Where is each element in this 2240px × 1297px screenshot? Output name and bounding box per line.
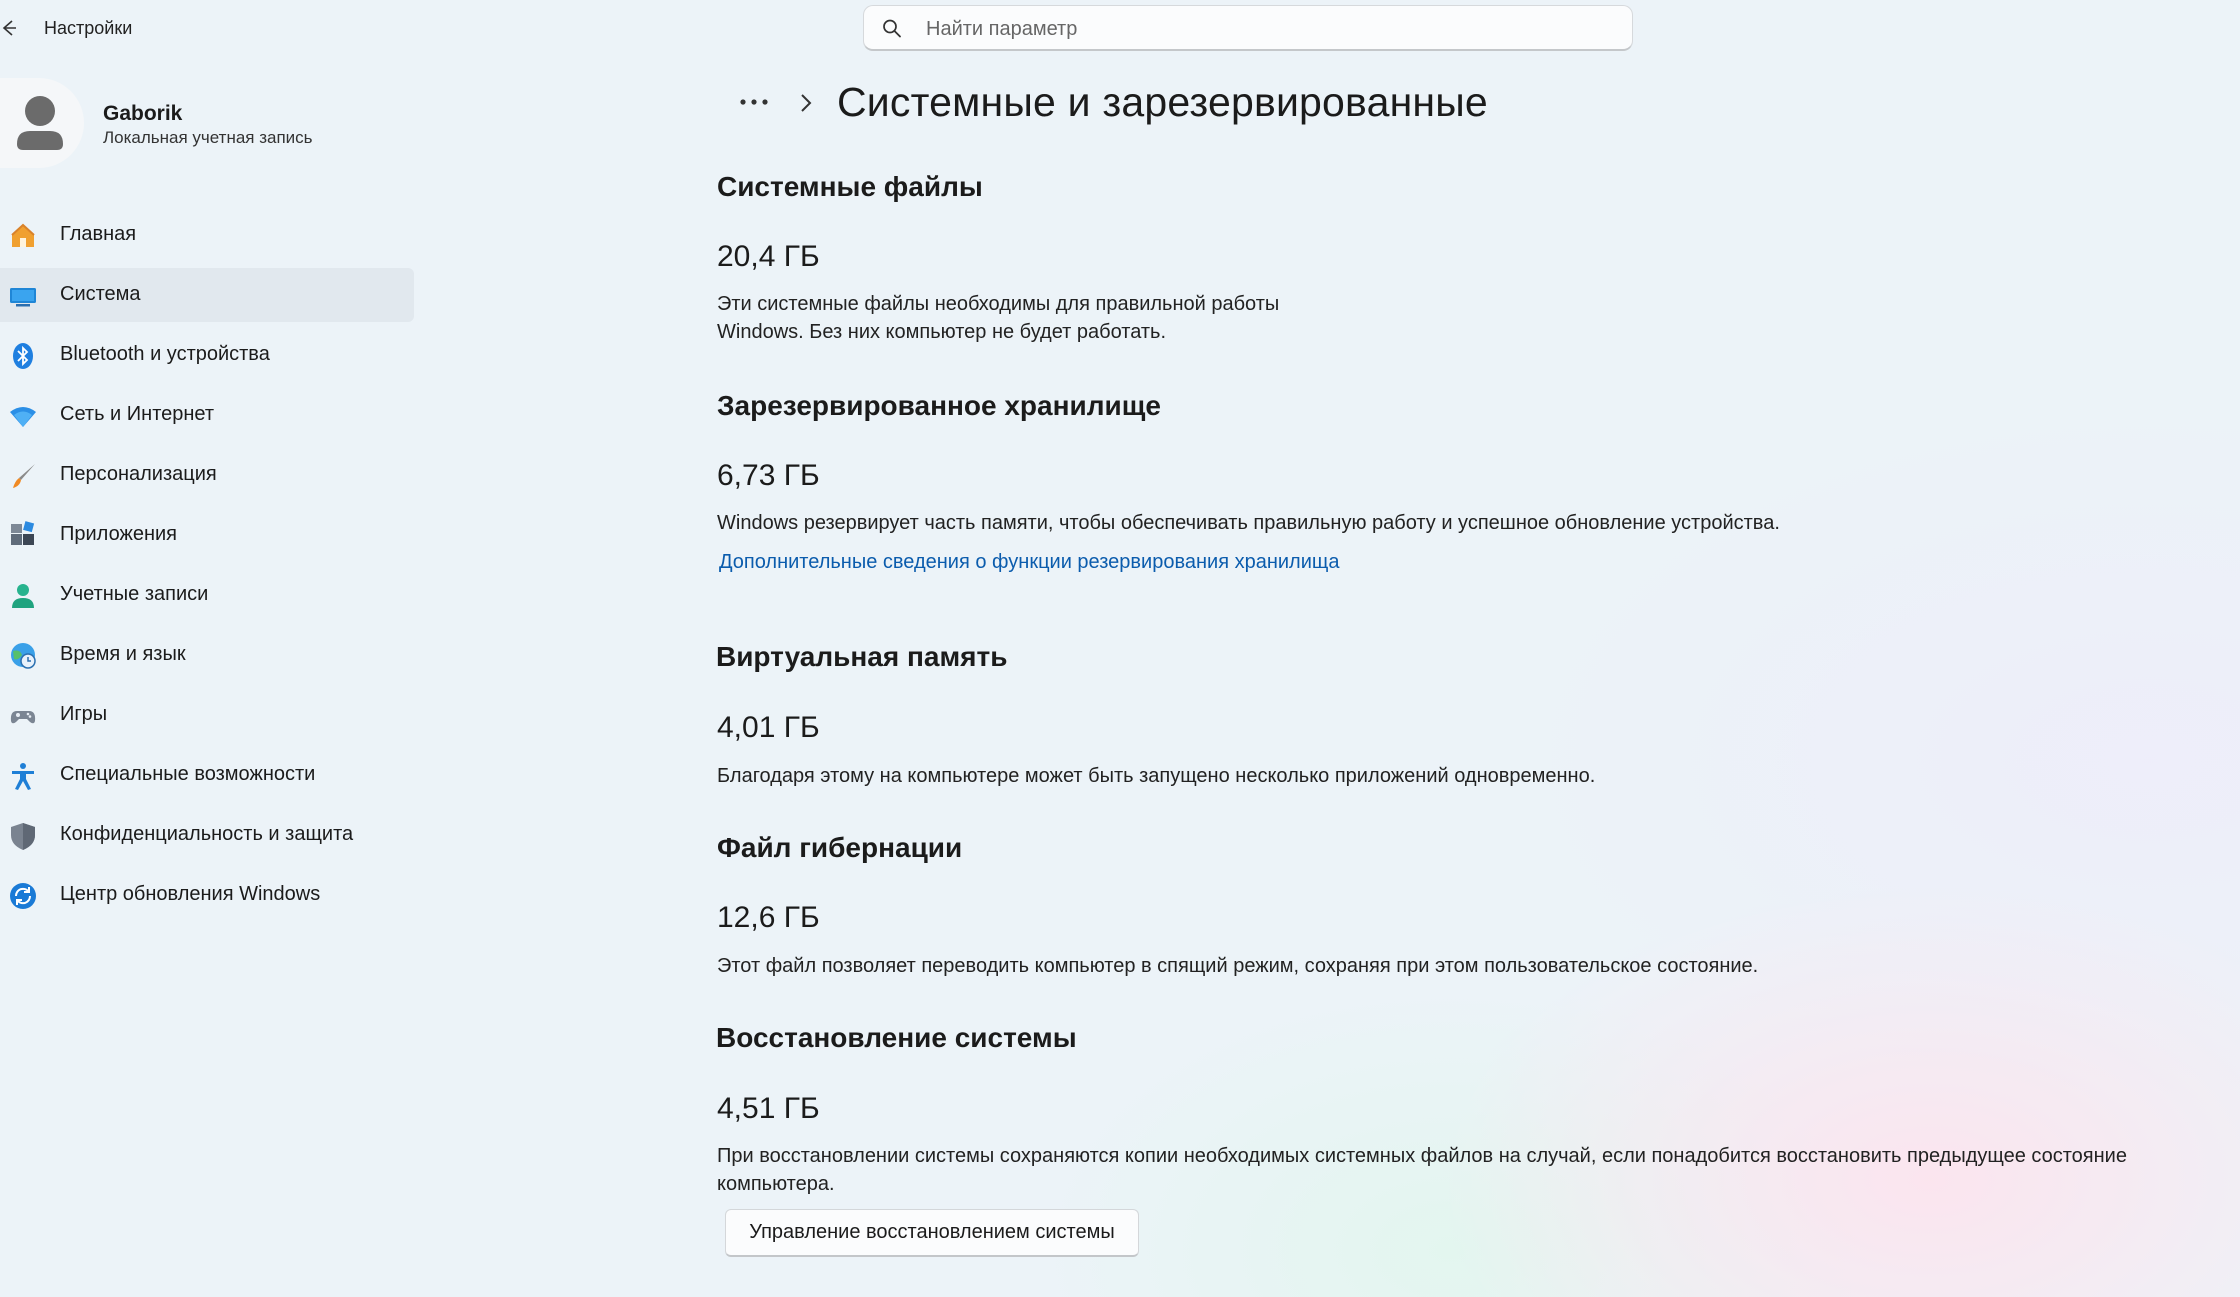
- sidebar-item-label: Приложения: [60, 523, 178, 545]
- section-size-system-restore: 4,51 ГБ: [717, 1092, 820, 1125]
- title-bar: [0, 0, 2240, 58]
- user-profile[interactable]: [0, 78, 420, 170]
- avatar: [0, 78, 84, 168]
- page-title: Системные и зарезервированные: [837, 79, 1488, 125]
- person-icon: [8, 581, 38, 611]
- sidebar-item-time-language[interactable]: [0, 628, 414, 682]
- update-icon: [8, 881, 38, 911]
- user-name: Gaborik: [103, 102, 183, 125]
- sidebar-item-label: Система: [60, 283, 141, 305]
- chevron-right-icon: [799, 92, 813, 119]
- sidebar-item-label: Главная: [60, 223, 137, 245]
- section-title-virtual-memory: Виртуальная память: [716, 641, 1008, 672]
- account-type: Локальная учетная запись: [103, 128, 313, 147]
- sidebar-item-label: Сеть и Интернет: [60, 403, 215, 425]
- section-description-virtual-memory: Благодаря этому на компьютере может быть запущено несколько приложений одновременно.: [717, 765, 1596, 787]
- sidebar-item-personalization[interactable]: [0, 448, 414, 502]
- search-box[interactable]: [863, 5, 1633, 51]
- shield-icon: [8, 821, 38, 851]
- sidebar-item-label: Персонализация: [60, 463, 217, 485]
- section-description-reserved-storage: Windows резервирует часть памяти, чтобы обеспечивать правильную работу и успешное обновление устройства.: [717, 512, 1780, 534]
- bluetooth-icon: [8, 341, 38, 371]
- section-size-virtual-memory: 4,01 ГБ: [717, 711, 820, 744]
- sidebar-item-label: Время и язык: [60, 643, 186, 665]
- sidebar-item-windows-update[interactable]: [0, 868, 414, 922]
- sidebar-item-label: Учетные записи: [60, 583, 209, 605]
- gamepad-icon: [8, 701, 38, 731]
- section-title-hibernation-file: Файл гибернации: [717, 832, 963, 863]
- section-title-system-restore: Восстановление системы: [716, 1022, 1077, 1053]
- sidebar-item-label: Специальные возможности: [60, 763, 316, 785]
- sidebar-item-system[interactable]: [0, 268, 414, 322]
- back-arrow-icon[interactable]: [0, 13, 20, 43]
- section-description-hibernation-file: Этот файл позволяет переводить компьютер в спящий режим, сохраняя при этом пользовательское состояние.: [717, 955, 1759, 977]
- breadcrumb-more-button[interactable]: [734, 86, 784, 116]
- sidebar-item-accessibility[interactable]: [0, 748, 414, 802]
- sidebar-item-apps[interactable]: [0, 508, 414, 562]
- section-description-system-restore: При восстановлении системы сохраняются копии необходимых системных файлов на случай, если понадобится восстановить предыдущее состояние компьютера.: [717, 1145, 2127, 1195]
- section-title-reserved-storage: Зарезервированное хранилище: [717, 390, 1161, 421]
- section-size-hibernation-file: 12,6 ГБ: [717, 901, 820, 934]
- sidebar-item-accounts[interactable]: [0, 568, 414, 622]
- sidebar-item-bluetooth[interactable]: [0, 328, 414, 382]
- reserved-storage-learn-more-link[interactable]: Дополнительные сведения о функции резервирования хранилища: [719, 551, 1340, 573]
- sidebar-item-gaming[interactable]: [0, 688, 414, 742]
- section-title-system-files: Системные файлы: [717, 171, 983, 202]
- sidebar-item-home[interactable]: [0, 208, 414, 262]
- sidebar-item-label: Bluetooth и устройства: [60, 343, 270, 365]
- home-icon: [8, 221, 38, 251]
- wifi-icon: [8, 401, 38, 431]
- sidebar-item-privacy[interactable]: [0, 808, 414, 862]
- manage-system-restore-button[interactable]: Управление восстановлением системы: [725, 1209, 1139, 1257]
- search-input[interactable]: [924, 14, 1618, 44]
- section-description-system-files: Эти системные файлы необходимы для правильной работы Windows. Без них компьютер не будет работать.: [717, 293, 1280, 343]
- sidebar-nav: [0, 208, 414, 928]
- globe-clock-icon: [8, 641, 38, 671]
- sidebar-item-label: Центр обновления Windows: [60, 883, 321, 905]
- app-title: Настройки: [44, 18, 133, 38]
- brush-icon: [8, 461, 38, 491]
- sidebar-item-label: Игры: [60, 703, 108, 725]
- sidebar-item-label: Конфиденциальность и защита: [60, 823, 354, 845]
- section-size-system-files: 20,4 ГБ: [717, 240, 820, 273]
- system-display-icon: [8, 281, 38, 311]
- section-size-reserved-storage: 6,73 ГБ: [717, 459, 820, 492]
- search-icon: [882, 18, 902, 40]
- apps-icon: [8, 521, 38, 551]
- sidebar-item-network[interactable]: [0, 388, 414, 442]
- accessibility-icon: [8, 761, 38, 791]
